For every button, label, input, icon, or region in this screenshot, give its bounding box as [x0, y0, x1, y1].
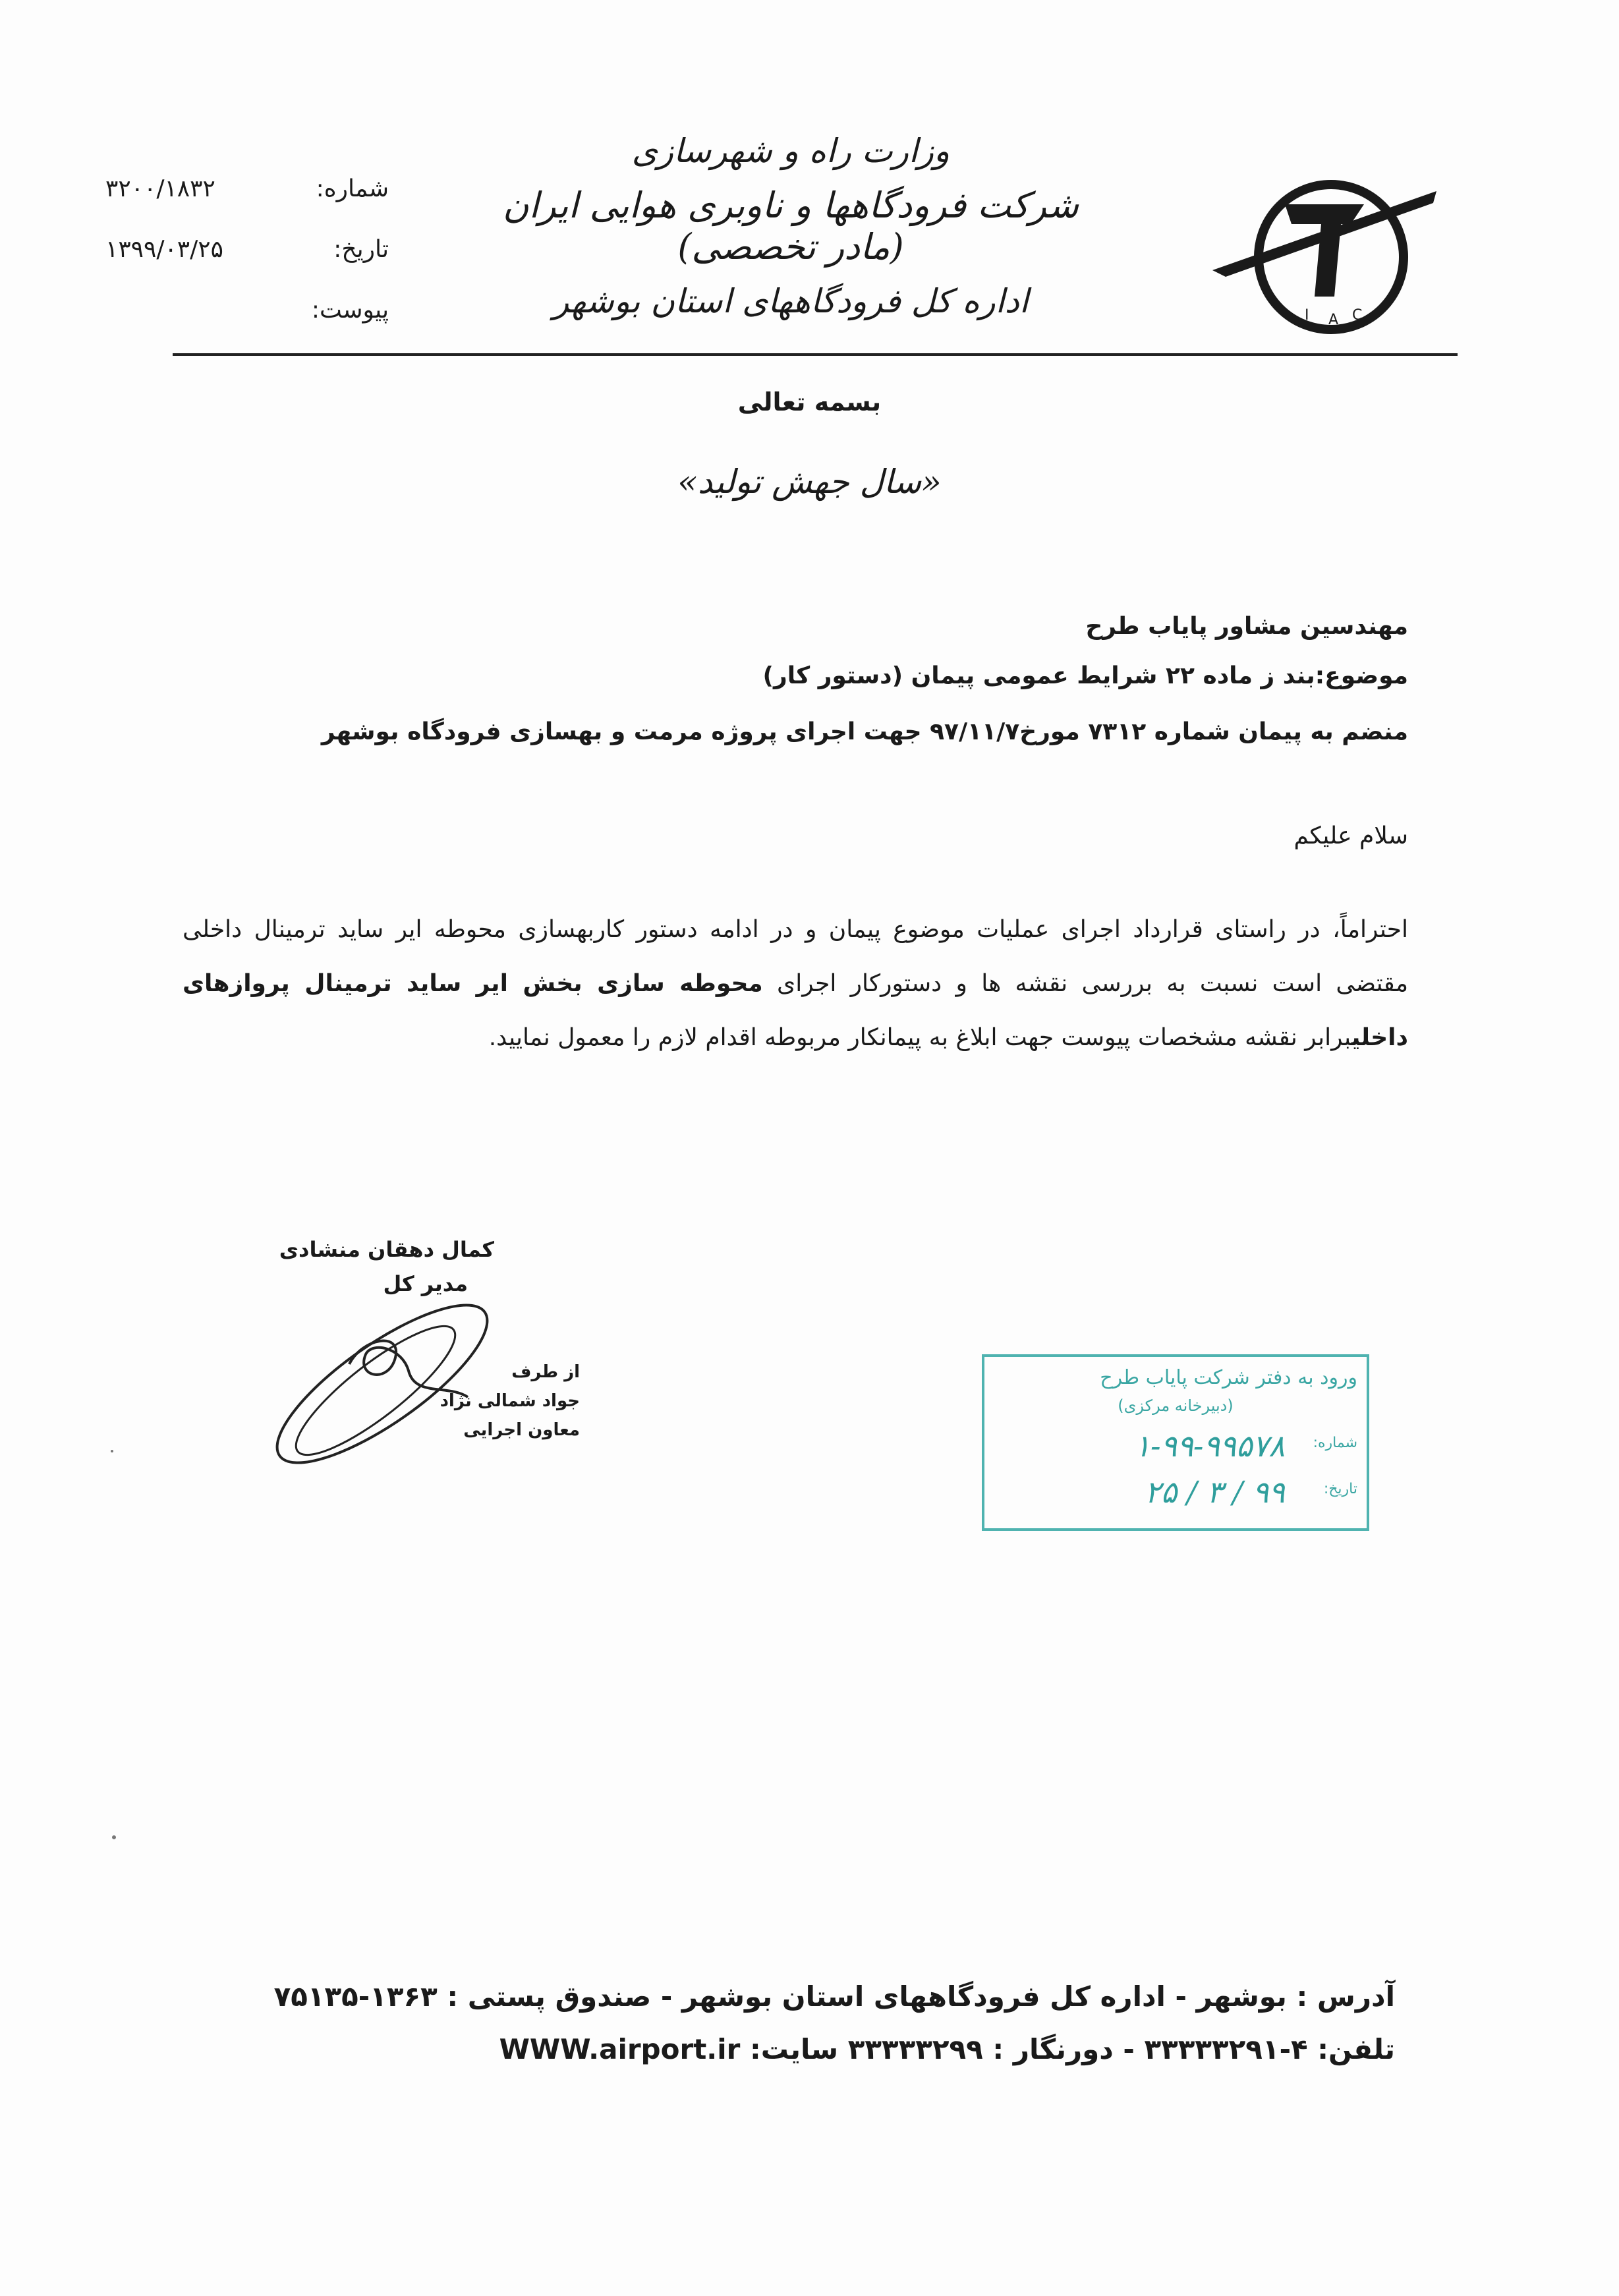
stamp-subtitle: (دبیرخانه مرکزی)	[1118, 1396, 1234, 1415]
stamp-date-value: ۹۹ / ۳ / ۲۵	[1144, 1474, 1285, 1510]
meta-date-row	[99, 219, 389, 279]
meta-number-row	[99, 158, 389, 219]
stamp-title: ورود به دفتر شرکت پایاب طرح	[1100, 1366, 1357, 1389]
stamp-date-row	[991, 1474, 1357, 1514]
footer-contact: تلفن: ۴-۳۳۳۳۳۲۹۱ - دورنگار : ۳۳۳۳۳۲۹۹ سایت: WWW.airport.ir	[499, 2033, 1395, 2065]
letter-meta	[99, 158, 389, 340]
logo-letter-c: C	[1352, 307, 1363, 324]
subject: موضوع:بند ز ماده ۲۲ شرایط عمومی پیمان (دستور کار)	[762, 662, 1408, 689]
logo-letter-a: A	[1328, 312, 1339, 328]
meta-attachment-row	[99, 279, 389, 340]
stamp-number-row	[991, 1428, 1357, 1468]
stamp-date-label: تاریخ:	[1323, 1481, 1357, 1497]
body-text-part2: برابر نقشه مشخصات پیوست جهت ابلاغ به پیمانکار مربوطه اقدام لازم را معمول نمایید.	[488, 1024, 1351, 1051]
deputy-block	[395, 1358, 580, 1445]
reference: منضم به پیمان شماره ۷۳۱۲ مورخ۹۷/۱۱/۷ جهت اجرای پروژه مرمت و بهسازی فرودگاه بوشهر	[321, 718, 1408, 745]
scan-speck	[111, 1450, 113, 1452]
header-divider	[173, 353, 1458, 356]
signatory-name: کمال دهقان منشادی	[279, 1237, 494, 1262]
number-value: ۳۲۰۰/۱۸۳۲	[105, 175, 215, 202]
number-label: شماره:	[316, 175, 389, 202]
greeting: سلام علیکم	[1293, 822, 1408, 849]
office-name: اداره کل فرودگاههای استان بوشهر	[553, 282, 1029, 320]
deputy-name: جواد شمالی نژاد	[440, 1391, 580, 1411]
iac-logo-icon	[1199, 158, 1450, 349]
signatory-title: مدیر کل	[383, 1271, 468, 1296]
received-stamp	[982, 1354, 1369, 1531]
body-text-part1: احتراماً، در راستای قرارداد اجرای عملیات موضوع پیمان و در ادامه دستور کاربهسازی محوطه ایر ساید ترمینال داخلی مقتضی است نسبت به بررسی نقشه ها و دستورکار اجرای	[183, 916, 1409, 997]
organization-header	[461, 132, 1120, 320]
letter-body	[183, 903, 1408, 1065]
footer-address: آدرس : بوشهر - اداره کل فرودگاههای استان بوشهر - صندوق پستی : ۱۳۶۳-۷۵۱۳۵	[273, 1980, 1395, 2013]
ministry-name: وزارت راه و شهرسازی	[631, 132, 950, 170]
date-value: ۱۳۹۹/۰۳/۲۵	[105, 235, 223, 263]
scan-speck	[112, 1835, 116, 1839]
attachment-label: پیوست:	[311, 296, 389, 324]
date-label: تاریخ:	[333, 235, 389, 263]
year-motto: «سال جهش تولید»	[677, 463, 942, 501]
stamp-number-label: شماره:	[1313, 1435, 1357, 1451]
body-text-emphasis: محوطه سازی بخش ایر ساید ترمینال پروازهای داخلی	[183, 970, 1408, 1051]
deputy-title: معاون اجرایی	[463, 1420, 580, 1440]
logo-letter-i: I	[1305, 307, 1309, 324]
company-name: شرکت فرودگاهها و ناوبری هوایی ایران (مادر تخصصی)	[503, 185, 1079, 268]
recipient: مهندسین مشاور پایاب طرح	[1085, 613, 1408, 640]
on-behalf-label: از طرف	[511, 1362, 580, 1382]
stamp-number-value: ۱-۹۹-۹۹۵۷۸	[1134, 1428, 1285, 1464]
bismillah: بسمه تعالی	[737, 387, 882, 416]
